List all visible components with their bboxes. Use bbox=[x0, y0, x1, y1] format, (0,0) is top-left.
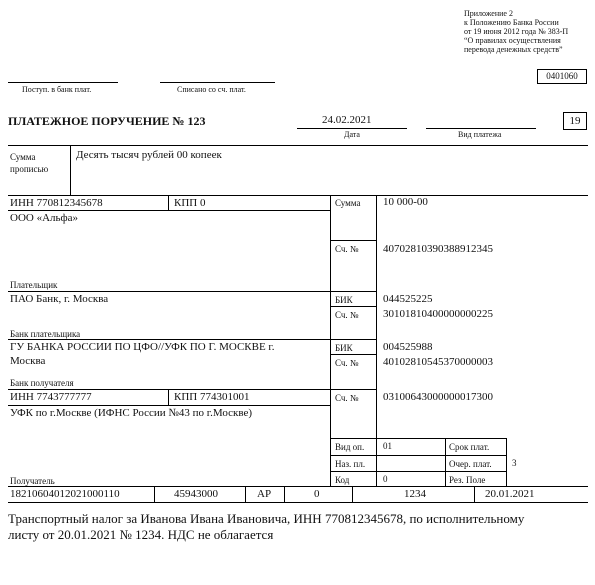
payer-account: 40702810390388912345 bbox=[383, 243, 493, 255]
payer-bank: ПАО Банк, г. Москва bbox=[10, 293, 109, 305]
amount-words-top-line bbox=[8, 145, 588, 146]
status-code-box bbox=[563, 112, 587, 130]
appendix-line-2: к Положению Банка России bbox=[464, 18, 559, 27]
received-label: Поступ. в банк плат. bbox=[22, 85, 92, 94]
grid-line-240 bbox=[330, 240, 376, 241]
grid-line-471 bbox=[330, 471, 506, 472]
grid-line-455 bbox=[330, 455, 506, 456]
order-value: 3 bbox=[512, 458, 517, 468]
tax-basis: АР bbox=[257, 488, 272, 500]
payment-type-line bbox=[426, 128, 536, 129]
tax-oktmo: 45943000 bbox=[174, 488, 218, 500]
purpose-line-2: листу от 20.01.2021 № 1234. НДС не облагается bbox=[8, 527, 274, 542]
order-label: Очер. плат. bbox=[449, 459, 492, 469]
pay-term-label: Срок плат. bbox=[449, 442, 490, 452]
payer-corr-account-label: Сч. № bbox=[335, 310, 359, 320]
grid-line-405 bbox=[8, 405, 330, 406]
grid-line-339 bbox=[8, 339, 376, 340]
form-code-box bbox=[537, 69, 587, 84]
op-type-label: Вид оп. bbox=[335, 442, 365, 452]
payee-bik: 004525988 bbox=[383, 341, 433, 353]
document-title: ПЛАТЕЖНОЕ ПОРУЧЕНИЕ № 123 bbox=[8, 114, 206, 128]
grid-line-389 bbox=[8, 389, 376, 390]
payee-kpp: КПП 774301001 bbox=[174, 391, 250, 403]
payee-corr-account: 40102810545370000003 bbox=[383, 356, 493, 368]
grid-vline-376 bbox=[376, 195, 377, 486]
date-label: Дата bbox=[344, 130, 360, 139]
payee-corr-account-label: Сч. № bbox=[335, 358, 359, 368]
payee-kpp-divider bbox=[168, 389, 169, 405]
form-code: 0401060 bbox=[546, 71, 578, 81]
payee-bank-label: Банк получателя bbox=[10, 378, 74, 388]
payee-account: 03100643000000017300 bbox=[383, 391, 493, 403]
payer-label: Плательщик bbox=[10, 280, 58, 290]
tax-vline-2 bbox=[245, 486, 246, 502]
tax-vline-1 bbox=[154, 486, 155, 502]
amount-words-label-1: Сумма bbox=[10, 152, 36, 162]
appendix-line-1: Приложение 2 bbox=[464, 9, 513, 18]
payer-inn: ИНН 770812345678 bbox=[10, 197, 103, 209]
payee-account-label: Сч. № bbox=[335, 393, 359, 403]
tax-vline-3 bbox=[284, 486, 285, 502]
payee-bik-label: БИК bbox=[335, 343, 353, 353]
tax-doc-no: 1234 bbox=[404, 488, 426, 500]
grid-line-306 bbox=[330, 306, 376, 307]
grid-line-291 bbox=[8, 291, 376, 292]
purpose-code-label: Наз. пл. bbox=[335, 459, 366, 469]
code-value: 0 bbox=[383, 474, 388, 484]
payer-kpp: КПП 0 bbox=[174, 197, 206, 209]
status-code: 19 bbox=[569, 115, 581, 127]
payer-bik: 044525225 bbox=[383, 293, 433, 305]
payer-corr-account: 30101810400000000225 bbox=[383, 308, 493, 320]
appendix-line-3: от 19 июня 2012 года № 383-П bbox=[464, 27, 569, 36]
grid-line-195 bbox=[8, 195, 588, 196]
grid-line-438 bbox=[330, 438, 506, 439]
payer-kpp-divider bbox=[168, 195, 169, 210]
payee-label: Получатель bbox=[10, 476, 55, 486]
payee-inn: ИНН 7743777777 bbox=[10, 391, 92, 403]
payer-bik-label: БИК bbox=[335, 295, 353, 305]
amount-words: Десять тысяч рублей 00 копеек bbox=[76, 149, 222, 161]
tax-vline-4 bbox=[352, 486, 353, 502]
tax-vline-5 bbox=[474, 486, 475, 502]
payee-name: УФК по г.Москве (ИФНС России №43 по г.Москве) bbox=[10, 407, 252, 419]
appendix-line-5: перевода денежных средств” bbox=[464, 45, 563, 54]
tax-kbk: 18210604012021000110 bbox=[10, 488, 120, 500]
date-line bbox=[297, 128, 407, 129]
code-label: Код bbox=[335, 475, 350, 485]
grid-vline-330 bbox=[330, 195, 331, 486]
debited-label: Списано со сч. плат. bbox=[177, 85, 246, 94]
appendix-line-4: “О правилах осуществления bbox=[464, 36, 561, 45]
codes-vline-506 bbox=[506, 438, 507, 486]
amount-value: 10 000-00 bbox=[383, 196, 428, 208]
amount-words-label-2: прописью bbox=[10, 164, 49, 174]
grid-line-486 bbox=[8, 486, 588, 487]
reserve-label: Рез. Поле bbox=[449, 475, 486, 485]
payer-name: ООО «Альфа» bbox=[10, 212, 79, 224]
payee-bank-line-2: Москва bbox=[10, 355, 46, 367]
grid-line-210 bbox=[8, 210, 330, 211]
grid-line-354 bbox=[330, 354, 376, 355]
received-line bbox=[8, 82, 118, 83]
purpose-line-1: Транспортный налог за Иванова Ивана Ивановича, ИНН 770812345678, по исполнительному bbox=[8, 511, 525, 526]
grid-line-502 bbox=[8, 502, 588, 503]
amount-words-divider bbox=[70, 145, 71, 195]
amount-label: Сумма bbox=[335, 198, 361, 208]
document-date: 24.02.2021 bbox=[322, 114, 372, 126]
payer-account-label: Сч. № bbox=[335, 244, 359, 254]
tax-doc-date: 20.01.2021 bbox=[485, 488, 535, 500]
tax-period: 0 bbox=[314, 488, 320, 500]
payer-bank-label: Банк плательщика bbox=[10, 329, 81, 339]
op-type: 01 bbox=[383, 441, 392, 451]
codes-vline-445 bbox=[445, 438, 446, 486]
debited-line bbox=[160, 82, 275, 83]
payee-bank-line-1: ГУ БАНКА РОССИИ ПО ЦФО//УФК ПО Г. МОСКВЕ г. bbox=[10, 341, 275, 353]
payment-type-label: Вид платежа bbox=[458, 130, 502, 139]
